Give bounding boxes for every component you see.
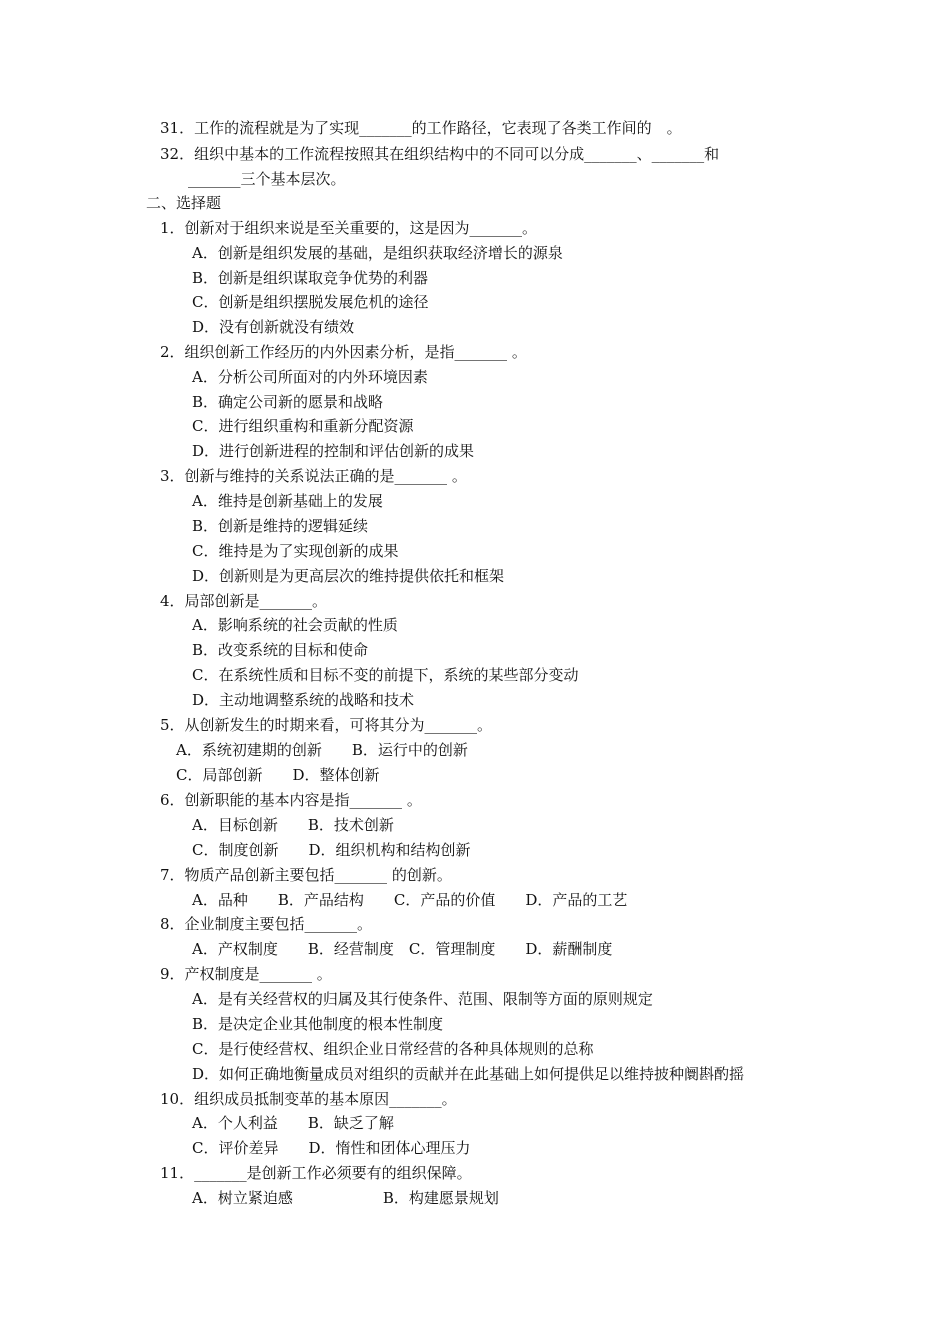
option-4d: D．主动地调整系统的战略和技术 — [192, 691, 415, 709]
question-2: 2．组织创新工作经历的内外因素分析，是指_______ 。 — [160, 343, 527, 361]
question-6: 6．创新职能的基本内容是指_______ 。 — [160, 791, 422, 809]
option-9a: A．是有关经营权的归属及其行使条件、范围、限制等方面的原则规定 — [192, 990, 653, 1008]
question-31: 31．工作的流程就是为了实现_______的工作路径，它表现了各类工作间的 。 — [160, 119, 682, 137]
question-3: 3．创新与维持的关系说法正确的是_______ 。 — [160, 467, 467, 485]
question-9: 9．产权制度是_______ 。 — [160, 965, 332, 983]
option-2b: B．确定公司新的愿景和战略 — [192, 393, 384, 411]
question-10: 10．组织成员抵制变革的基本原因_______。 — [160, 1090, 457, 1108]
option-9d: D．如何正确地衡量成员对组织的贡献并在此基础上如何提供足以维持披种阛斟酌摇 — [192, 1065, 745, 1083]
options-6-row1: A．目标创新 B．技术创新 — [192, 816, 394, 834]
options-7: A．品种 B．产品结构 C．产品的价值 D．产品的工艺 — [192, 891, 628, 909]
option-2c: C．进行组织重构和重新分配资源 — [192, 417, 414, 435]
option-4b: B．改变系统的目标和使命 — [192, 641, 369, 659]
option-9b: B．是决定企业其他制度的根本性制度 — [192, 1015, 444, 1033]
options-6-row2: C．制度创新 D．组织机构和结构创新 — [192, 841, 471, 859]
option-4a: A．影响系统的社会贡献的性质 — [192, 616, 398, 634]
question-5: 5．从创新发生的时期来看，可将其分为_______。 — [160, 716, 493, 734]
options-5-row1: A．系统初建期的创新 B．运行中的创新 — [176, 741, 468, 759]
option-2d: D．进行创新进程的控制和评估创新的成果 — [192, 442, 475, 460]
option-9c: C．是行使经营权、组织企业日常经营的各种具体规则的总称 — [192, 1040, 594, 1058]
options-5-row2: C．局部创新 D．整体创新 — [176, 766, 380, 784]
option-2a: A．分析公司所面对的内外环境因素 — [192, 368, 428, 386]
question-11: 11．_______是创新工作必须要有的组织保障。 — [160, 1164, 472, 1182]
option-3d: D．创新则是为更高层次的维持提供依托和框架 — [192, 567, 505, 585]
options-11-row1: A．树立紧迫感 B．构建愿景规划 — [192, 1189, 499, 1207]
section-heading: 二、选择题 — [146, 194, 222, 212]
option-1c: C．创新是组织摆脱发展危机的途径 — [192, 293, 429, 311]
question-7: 7．物质产品创新主要包括_______ 的创新。 — [160, 866, 452, 884]
option-1b: B．创新是组织谋取竞争优势的利器 — [192, 269, 429, 287]
option-3a: A．维持是创新基础上的发展 — [192, 492, 383, 510]
option-1d: D．没有创新就没有绩效 — [192, 318, 355, 336]
question-1: 1．创新对于组织来说是至关重要的，这是因为_______。 — [160, 219, 538, 237]
question-4: 4．局部创新是_______。 — [160, 592, 328, 610]
option-3c: C．维持是为了实现创新的成果 — [192, 542, 399, 560]
question-32-continued: _______三个基本层次。 — [188, 170, 346, 188]
options-8: A．产权制度 B．经营制度 C．管理制度 D．薪酬制度 — [192, 940, 613, 958]
question-32: 32．组织中基本的工作流程按照其在组织结构中的不同可以分成_______、_______和 — [160, 145, 720, 163]
option-1a: A．创新是组织发展的基础，是组织获取经济增长的源泉 — [192, 244, 563, 262]
option-3b: B．创新是维持的逻辑延续 — [192, 517, 369, 535]
option-4c: C．在系统性质和目标不变的前提下，系统的某些部分变动 — [192, 666, 579, 684]
options-10-row1: A．个人利益 B．缺乏了解 — [192, 1114, 394, 1132]
options-10-row2: C．评价差异 D．惰性和团体心理压力 — [192, 1139, 471, 1157]
question-8: 8．企业制度主要包括_______。 — [160, 915, 373, 933]
